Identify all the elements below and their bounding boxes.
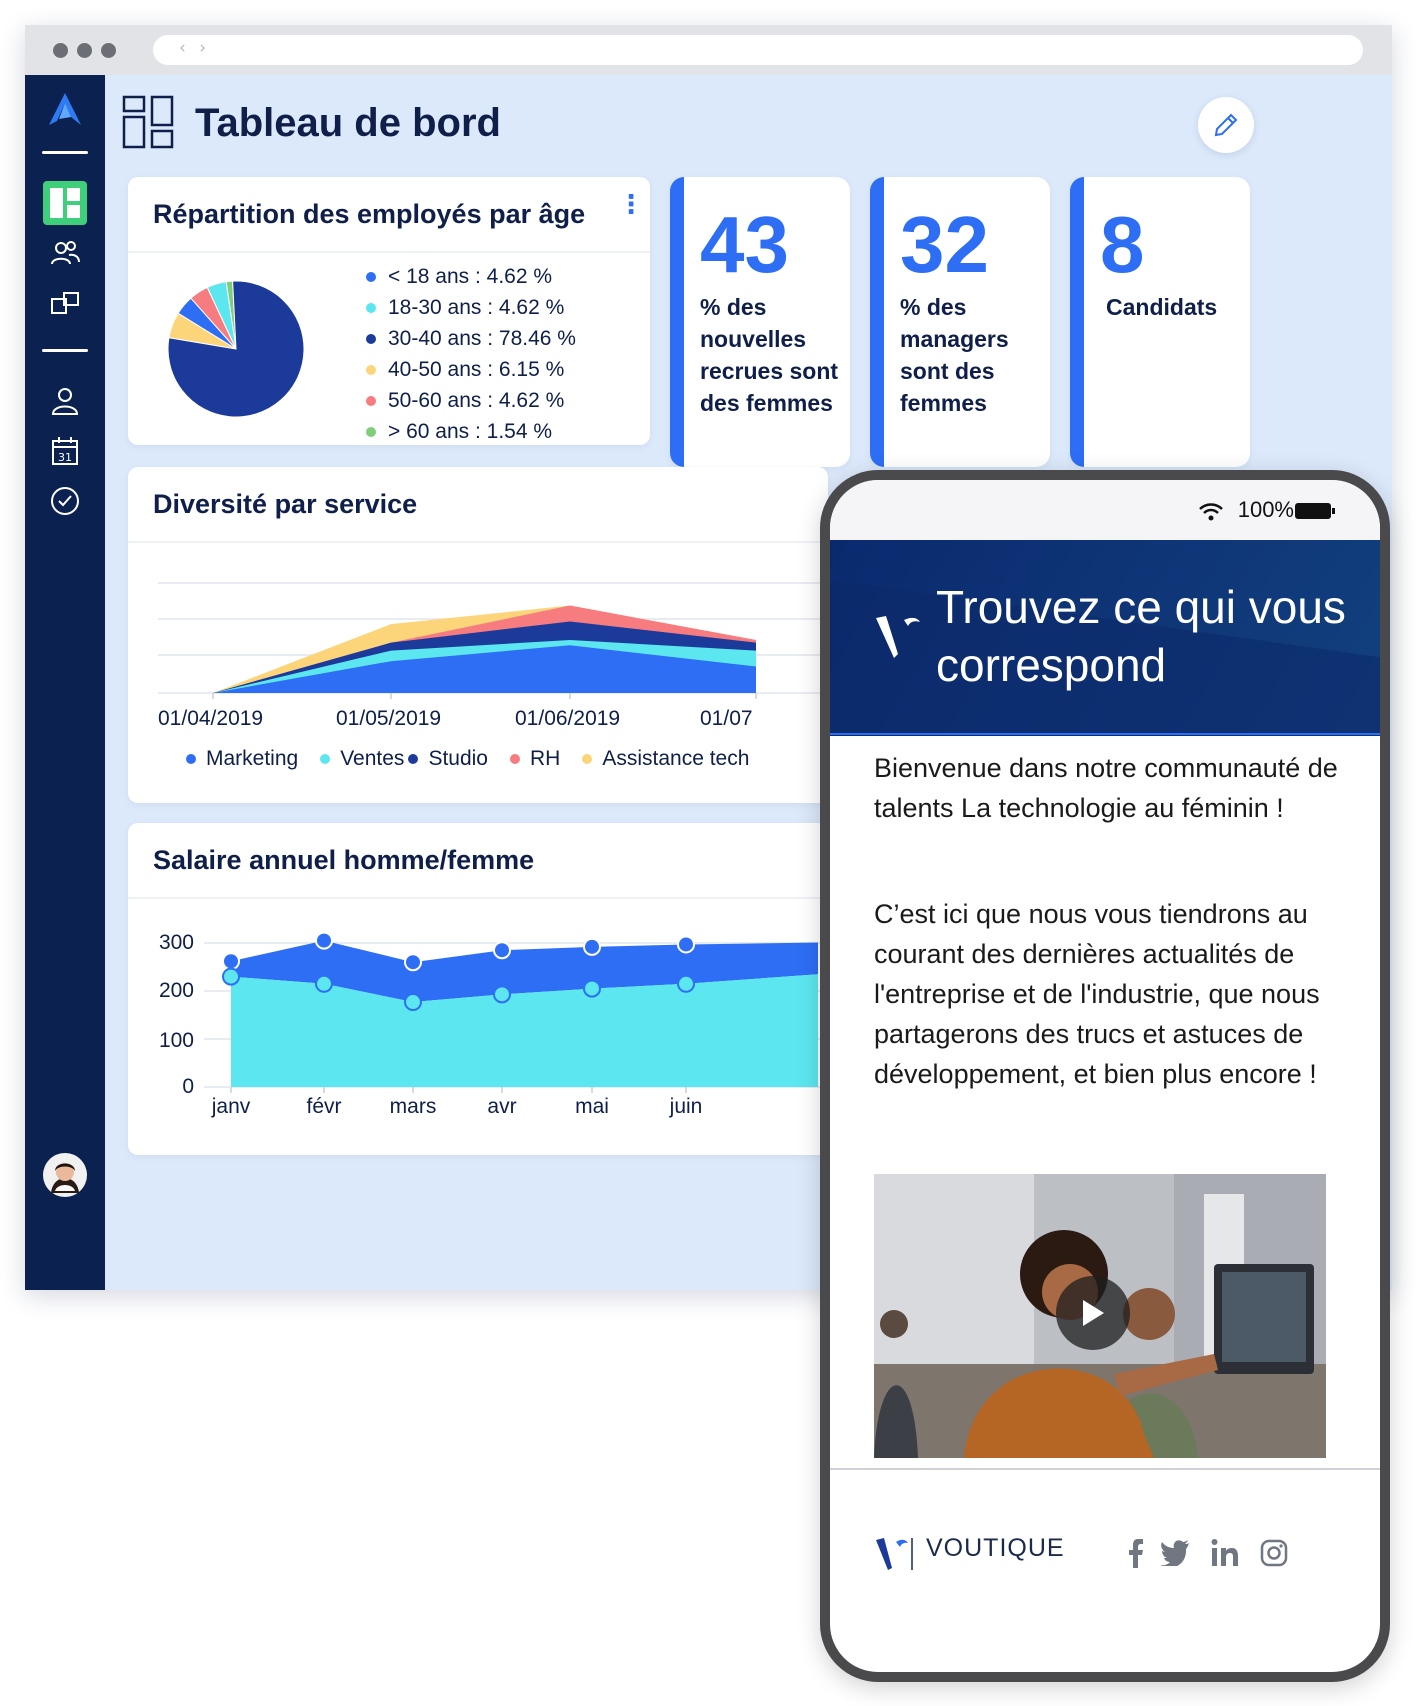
stat-accent [1070, 177, 1084, 467]
intro-text: Bienvenue dans notre communauté de talents La technologie au féminin ! [874, 753, 1338, 823]
more-options-icon[interactable]: ⋮ [618, 190, 644, 220]
data-point[interactable] [678, 976, 694, 992]
check-circle-icon [49, 485, 81, 517]
stat-label: % des managers sont des femmes [900, 294, 1009, 416]
voutique-footer-logo-icon [874, 1536, 914, 1572]
user-icon [49, 385, 81, 417]
footer-divider [830, 1468, 1380, 1470]
x-axis-label: 01/04/2019 [158, 707, 264, 730]
stat-label: Candidats [1106, 294, 1218, 320]
legend-dot [366, 365, 376, 375]
svg-text:31: 31 [58, 451, 72, 464]
stat-card-new-hires [670, 177, 850, 467]
legend-dot [408, 754, 418, 764]
data-point[interactable] [316, 976, 332, 992]
legend-dot [186, 754, 196, 764]
stat-value: 32 [900, 200, 989, 289]
facebook-icon[interactable] [1126, 1538, 1146, 1568]
y-axis-tick: 300 [158, 931, 194, 954]
app-logo-icon[interactable] [25, 91, 105, 131]
legend-dot [366, 272, 376, 282]
x-axis-label: janv [211, 1095, 251, 1118]
instagram-icon[interactable] [1260, 1539, 1288, 1567]
data-point[interactable] [405, 994, 421, 1010]
age-pie-chart [166, 279, 306, 419]
stat-accent [870, 177, 884, 467]
window-close-dot[interactable] [53, 43, 68, 58]
sidebar-item-departments[interactable] [25, 287, 105, 319]
card-divider [128, 897, 828, 899]
data-point[interactable] [494, 986, 510, 1002]
voutique-logo-icon [874, 614, 922, 660]
data-point[interactable] [678, 936, 694, 952]
legend-item: Marketing [186, 747, 298, 771]
phone-mockup [820, 470, 1390, 1682]
legend-dot [366, 303, 376, 313]
x-axis-label: 01/05/2019 [336, 707, 442, 730]
legend-dot [366, 396, 376, 406]
legend-item: > 60 ans : 1.54 % [366, 416, 576, 445]
legend-item: 18-30 ans : 4.62 % [366, 292, 576, 323]
x-axis-label: juin [669, 1095, 703, 1118]
y-axis-tick: 200 [158, 979, 194, 1002]
play-icon [1080, 1298, 1106, 1328]
legend-item: 40-50 ans : 6.15 % [366, 354, 576, 385]
sidebar-item-tasks[interactable] [25, 485, 105, 517]
stat-accent [670, 177, 684, 467]
card-divider [128, 251, 650, 253]
legend-item: 30-40 ans : 78.46 % [366, 323, 576, 354]
x-axis-label: mars [389, 1095, 437, 1118]
data-point[interactable] [223, 969, 239, 985]
x-axis-label: mai [575, 1095, 609, 1118]
hero-headline: Trouvez ce qui vous correspond [936, 581, 1346, 691]
data-point[interactable] [405, 954, 421, 970]
video-thumbnail[interactable] [874, 1174, 1326, 1458]
y-axis-tick: 100 [158, 1029, 194, 1052]
stat-card-candidates [1070, 177, 1250, 467]
body-text: C’est ici que nous vous tiendrons au courant des dernières actualités de l'entreprise et de l'industrie, que nous partagerons des trucs et astuces de développement, et bien plus encore ! [874, 899, 1320, 1089]
legend-dot [582, 754, 592, 764]
data-point[interactable] [584, 939, 600, 955]
window-maximize-dot[interactable] [101, 43, 116, 58]
card-title: Répartition des employés par âge [153, 199, 586, 229]
back-forward-icon[interactable]: ‹ › [179, 38, 211, 58]
legend-item: Ventes [320, 747, 404, 771]
users-icon [49, 237, 81, 269]
linkedin-icon[interactable] [1210, 1538, 1240, 1568]
x-axis-label: 01/06/2019 [515, 707, 621, 730]
play-button[interactable] [1056, 1276, 1130, 1350]
data-point[interactable] [223, 953, 239, 969]
legend-item: RH [510, 747, 560, 771]
y-axis-tick: 0 [182, 1075, 194, 1098]
salary-area-chart [128, 919, 828, 1099]
stat-value: 8 [1100, 200, 1145, 289]
wifi-icon [1198, 502, 1224, 522]
twitter-icon[interactable] [1160, 1540, 1190, 1566]
salary-card [128, 823, 828, 1155]
data-point[interactable] [316, 933, 332, 949]
sidebar-item-team[interactable] [25, 237, 105, 269]
brand-name: VOUTIQUE [926, 1534, 1065, 1562]
stat-label: % des nouvelles recrues sont des femmes [700, 294, 839, 416]
sidebar [25, 75, 105, 1290]
stat-card-managers [870, 177, 1050, 467]
age-legend [366, 261, 576, 445]
age-distribution-card [128, 177, 650, 445]
status-bar [830, 480, 1380, 540]
legend-dot [320, 754, 330, 764]
battery-percentage: 100% [1237, 497, 1294, 522]
pencil-icon [1212, 111, 1240, 139]
x-axis-label: févr [306, 1095, 342, 1118]
battery-icon [1294, 502, 1336, 520]
sidebar-divider [42, 151, 88, 154]
sidebar-item-profile[interactable] [25, 385, 105, 417]
calendar-icon [49, 435, 81, 467]
stat-value: 43 [700, 200, 789, 289]
legend-item: Studio [408, 747, 488, 771]
legend-item: < 18 ans : 4.62 % [366, 261, 576, 292]
organization-icon [49, 287, 81, 319]
legend-item: 50-60 ans : 4.62 % [366, 385, 576, 416]
hero-banner [830, 540, 1380, 736]
sidebar-item-calendar[interactable] [25, 435, 105, 467]
browser-toolbar [25, 25, 1392, 75]
edit-dashboard-button[interactable] [1198, 97, 1254, 153]
dashboard-layout-icon [122, 95, 176, 149]
diversity-legend [186, 747, 771, 771]
dashboard-icon [43, 181, 87, 225]
card-divider [128, 541, 828, 543]
window-minimize-dot[interactable] [77, 43, 92, 58]
page-title: Tableau de bord [195, 101, 501, 145]
legend-dot [510, 754, 520, 764]
legend-dot [366, 334, 376, 344]
legend-item: Assistance tech [582, 747, 749, 771]
x-axis-label: avr [487, 1095, 517, 1118]
diversity-card [128, 467, 828, 803]
avatar-icon [43, 1153, 87, 1197]
x-axis-label: 01/07 [700, 707, 753, 730]
card-title: Diversité par service [153, 489, 418, 519]
data-point[interactable] [494, 942, 510, 958]
diversity-area-chart [128, 563, 828, 703]
data-point[interactable] [584, 981, 600, 997]
user-avatar[interactable] [25, 1153, 105, 1197]
sidebar-divider [42, 349, 88, 352]
address-bar[interactable] [153, 35, 1363, 65]
sidebar-item-dashboard[interactable] [25, 181, 105, 225]
card-title: Salaire annuel homme/femme [153, 845, 535, 875]
legend-dot [366, 427, 376, 437]
